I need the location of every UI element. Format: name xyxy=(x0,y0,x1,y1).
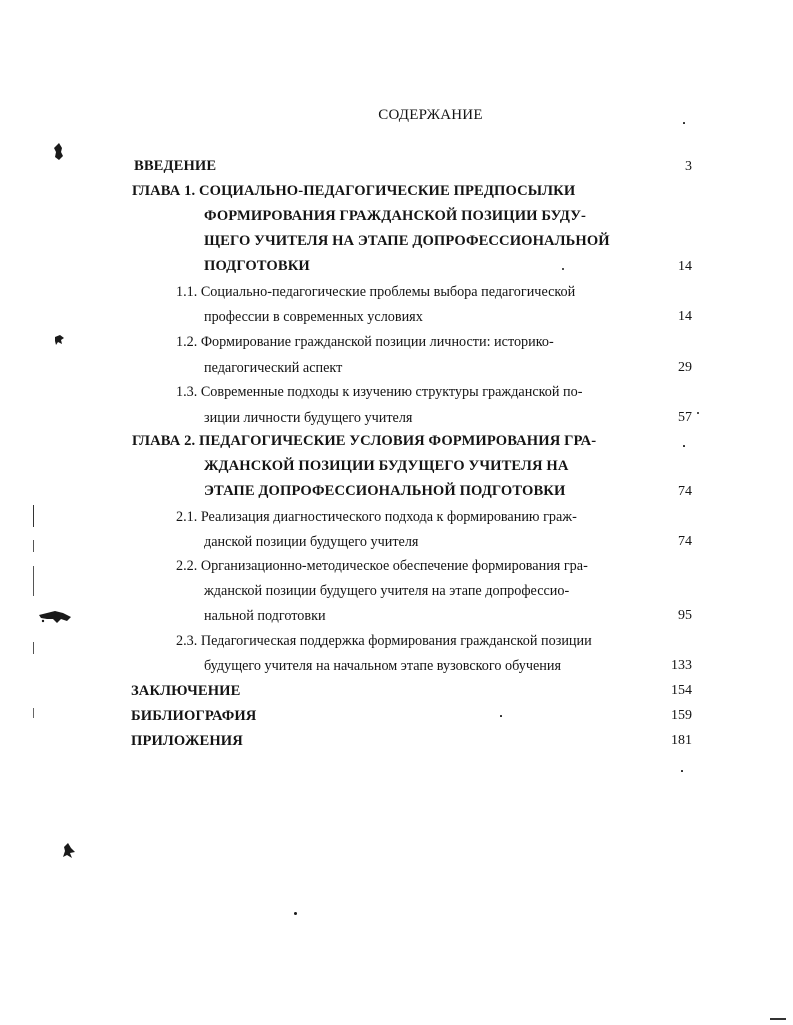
toc-entry-appendices: ПРИЛОЖЕНИЯ xyxy=(131,733,243,749)
toc-page-number: 74 xyxy=(678,484,692,499)
toc-entry-section-1-2: 1.2. Формирование гражданской позиции личности: историко- xyxy=(176,334,554,350)
scan-edge-line xyxy=(33,642,34,654)
scan-blot xyxy=(37,607,75,629)
toc-page-number: 3 xyxy=(685,159,692,174)
toc-entry-chapter-1-line: ФОРМИРОВАНИЯ ГРАЖДАНСКОЙ ПОЗИЦИИ БУДУ- xyxy=(204,208,587,224)
toc-entry-chapter-2-line: ЭТАПЕ ДОПРОФЕССИОНАЛЬНОЙ ПОДГОТОВКИ xyxy=(204,483,566,499)
toc-page-number: 14 xyxy=(678,309,692,324)
scan-speck xyxy=(294,912,297,915)
scan-speck xyxy=(697,412,699,414)
scan-blot xyxy=(52,143,66,161)
toc-page-number: 74 xyxy=(678,534,692,549)
scan-blot xyxy=(62,843,76,859)
scan-speck xyxy=(562,268,564,270)
toc-entry-section-2-1: 2.1. Реализация диагностического подхода к формированию граж- xyxy=(176,509,577,525)
toc-entry-section-2-3-line: будущего учителя на начальном этапе вузовского обучения xyxy=(204,658,562,674)
toc-entry-conclusion: ЗАКЛЮЧЕНИЕ xyxy=(131,683,241,699)
scan-blot xyxy=(53,334,65,346)
toc-page-number: 154 xyxy=(671,683,692,698)
toc-entry-chapter-1-line: ЩЕГО УЧИТЕЛЯ НА ЭТАПЕ ДОПРОФЕССИОНАЛЬНОЙ xyxy=(204,233,610,249)
toc-entry-intro: ВВЕДЕНИЕ xyxy=(134,158,217,174)
toc-entry-section-1-1: 1.1. Социально-педагогические проблемы выбора педагогической xyxy=(176,284,576,300)
toc-entry-section-2-3: 2.3. Педагогическая поддержка формирования гражданской позиции xyxy=(176,633,592,649)
scan-speck xyxy=(681,770,683,772)
scan-edge-line xyxy=(33,540,34,552)
toc-page-number: 181 xyxy=(671,733,692,748)
toc-entry-section-2-2-line: жданской позиции будущего учителя на этапе допрофессио- xyxy=(204,583,570,599)
toc-entry-section-2-2-line: нальной подготовки xyxy=(204,608,326,624)
toc-title: СОДЕРЖАНИЕ xyxy=(378,107,483,123)
toc-entry-chapter-2: ГЛАВА 2. ПЕДАГОГИЧЕСКИЕ УСЛОВИЯ ФОРМИРОВАНИЯ ГРА- xyxy=(132,433,597,449)
scan-edge-line xyxy=(770,1018,786,1020)
toc-page-number: 133 xyxy=(671,658,692,673)
toc-entry-section-1-1-line: профессии в современных условиях xyxy=(204,309,423,325)
scan-speck xyxy=(500,715,502,717)
scan-speck xyxy=(683,122,685,124)
scan-edge-line xyxy=(33,708,34,718)
toc-page-number: 29 xyxy=(678,360,692,375)
toc-entry-section-2-1-line: данской позиции будущего учителя xyxy=(204,534,419,550)
toc-entry-section-1-3: 1.3. Современные подходы к изучению структуры гражданской по- xyxy=(176,384,583,400)
scan-edge-line xyxy=(33,566,34,596)
scan-speck xyxy=(683,445,685,447)
toc-page-number: 57 xyxy=(678,410,692,425)
toc-entry-chapter-2-line: ЖДАНСКОЙ ПОЗИЦИИ БУДУЩЕГО УЧИТЕЛЯ НА xyxy=(204,458,569,474)
scan-edge-line xyxy=(33,505,34,527)
toc-entry-section-1-3-line: зиции личности будущего учителя xyxy=(204,410,413,426)
toc-entry-bibliography: БИБЛИОГРАФИЯ xyxy=(131,708,257,724)
toc-entry-chapter-1-line: ПОДГОТОВКИ xyxy=(204,258,310,274)
toc-entry-section-2-2: 2.2. Организационно-методическое обеспечение формирования гра- xyxy=(176,558,588,574)
toc-entry-section-1-2-line: педагогический аспект xyxy=(204,360,343,376)
toc-page-number: 14 xyxy=(678,259,692,274)
toc-page-number: 159 xyxy=(671,708,692,723)
toc-page-number: 95 xyxy=(678,608,692,623)
toc-entry-chapter-1: ГЛАВА 1. СОЦИАЛЬНО-ПЕДАГОГИЧЕСКИЕ ПРЕДПОСЫЛКИ xyxy=(132,183,576,199)
